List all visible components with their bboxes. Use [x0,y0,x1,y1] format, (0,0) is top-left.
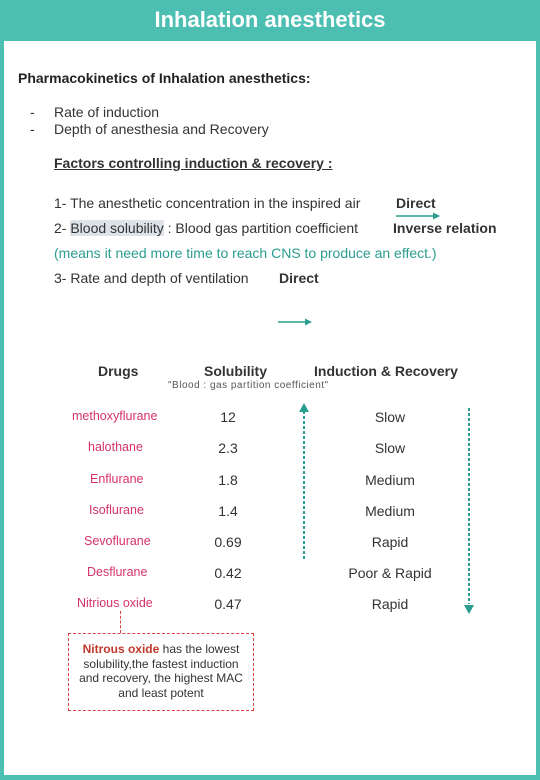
drug-name: Isoflurane [89,503,144,517]
induction-value: Rapid [371,596,409,612]
drug-name: methoxyflurane [72,409,158,423]
factors-heading: Factors controlling induction & recovery : [54,155,333,171]
bullet-text: Depth of anesthesia and Recovery [54,121,269,137]
factor-2-highlight: Blood solubility [70,220,164,236]
induction-value: Medium [365,503,415,519]
slide-content [4,41,536,775]
table-header-solubility: Solubility [204,363,267,379]
solubility-value: 0.42 [214,565,242,581]
table-header-drugs: Drugs [98,363,139,379]
drug-name: Enflurane [90,472,144,486]
bullet-marker: - [30,121,35,137]
induction-value: Medium [365,472,415,488]
solubility-value: 12 [220,409,236,425]
factor-1-text: 1- The anesthetic concentration in the inspired air [54,195,361,211]
factor-2-prefix: 2- [54,220,71,236]
solubility-note: "Blood : gas partition coefficient" [168,380,329,391]
induction-value: Slow [374,440,406,456]
factor-3-text: 3- Rate and depth of ventilation [54,270,249,286]
factor-2-note: (means it need more time to reach CNS to produce an effect.) [54,245,437,261]
drug-name: Sevoflurane [84,534,151,548]
factor-2-rest: : Blood gas partition coefficient [163,220,359,236]
induction-value: Poor & Rapid [348,565,432,581]
drug-name: Nitrious oxide [77,596,153,610]
note-text: has the lowest solubility,the fastest induction and recovery, the highest MAC and least potent [79,642,243,700]
induction-value: Slow [374,409,406,425]
solubility-value: 1.8 [218,472,238,488]
page-title: Inhalation anesthetics [154,7,386,32]
factor-3-relation: Direct [279,270,319,286]
title-bar [0,0,540,40]
up-arrow-icon [298,403,310,561]
drug-name: Desflurane [87,565,148,579]
drug-name: halothane [88,440,143,454]
solubility-value: 0.69 [214,534,242,550]
factor-2-line [54,220,358,236]
bullet-text: Rate of induction [54,104,160,120]
connector-line [120,611,121,633]
solubility-value: 0.47 [214,596,242,612]
right-arrow-icon [278,317,312,327]
solubility-value: 1.4 [218,503,238,519]
bullet-marker: - [30,104,35,120]
factor-2-relation: Inverse relation [393,220,497,236]
nitrous-oxide-note [68,633,254,711]
table-header-induction: Induction & Recovery [314,363,458,379]
solubility-value: 2.3 [218,440,238,456]
note-highlight: Nitrous oxide [82,642,160,656]
section-heading: Pharmacokinetics of Inhalation anesthetics: [18,70,311,86]
down-arrow-icon [463,408,475,614]
induction-value: Rapid [371,534,409,550]
factor-1-relation: Direct [396,195,436,211]
